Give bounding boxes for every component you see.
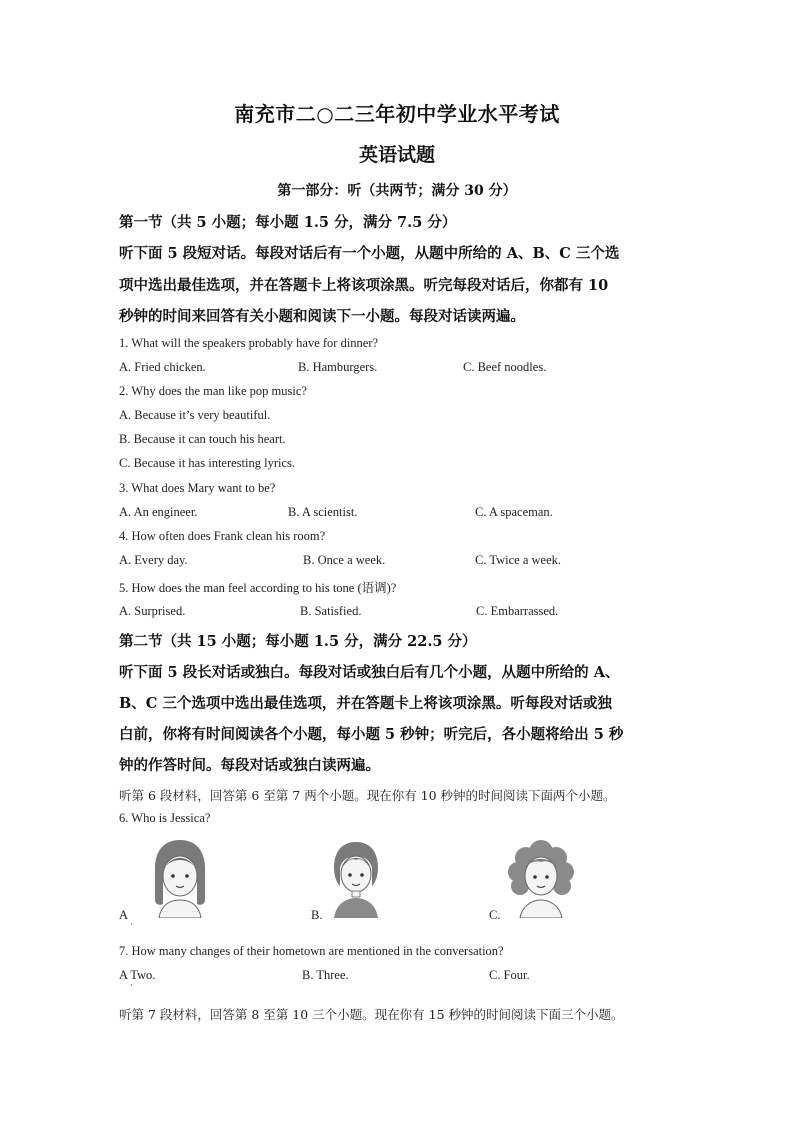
question-6-option-b: B.	[311, 908, 323, 922]
question-4-option-a: A. Every day.	[119, 553, 188, 567]
section1-instruction-line: 秒钟的时间来回答有关小题和阅读下一小题。每段对话读两遍。	[119, 308, 525, 325]
question-7-option-b: B. Three.	[302, 968, 349, 982]
option-dot: ·	[130, 980, 133, 990]
exam-subtitle: 英语试题	[358, 144, 435, 166]
question-5-option-a: A. Surprised.	[119, 604, 186, 618]
part-heading: 第一部分：听（共两节；满分 30 分）	[277, 183, 517, 199]
question-1-stem: 1. What will the speakers probably have for dinner?	[119, 336, 379, 350]
girl-long-hair-icon	[149, 838, 211, 918]
section1-instruction-line: 听下面 5 段短对话。每段对话后有一个小题，从题中所给的 A、B、C 三个选	[119, 245, 620, 262]
question-5-option-b: B. Satisfied.	[300, 604, 362, 618]
question-2-option-b: B. Because it can touch his heart.	[119, 432, 286, 446]
question-1-option-c: C. Beef noodles.	[463, 360, 547, 374]
material-7-instruction: 听第 7 段材料，回答第 8 至第 10 三个小题。现在你有 15 秒钟的时间阅读下面三个小题。	[119, 1007, 624, 1022]
question-3-option-c: C. A spaceman.	[475, 505, 553, 519]
section2-heading: 第二节（共 15 小题；每小题 1.5 分，满分 22.5 分）	[119, 633, 477, 650]
question-7-option-c: C. Four.	[489, 968, 530, 982]
exam-title: 南充市二○二三年初中学业水平考试	[234, 102, 560, 126]
question-7-option-a: A Two.	[119, 968, 156, 982]
section2-instruction-line: B、C 三个选项中选出最佳选项，并在答题卡上将该项涂黑。听每段对话或独	[119, 695, 612, 712]
question-6-option-a: A	[119, 908, 129, 922]
question-1-option-a: A. Fried chicken.	[119, 360, 206, 374]
question-2-option-a: A. Because it’s very beautiful.	[119, 408, 271, 422]
girl-short-hair-icon	[330, 838, 382, 918]
question-2-stem: 2. Why does the man like pop music?	[119, 384, 307, 398]
question-6-option-c: C.	[489, 908, 501, 922]
question-3-option-a: A. An engineer.	[119, 505, 198, 519]
question-1-option-b: B. Hamburgers.	[298, 360, 378, 374]
girl-curly-hair-icon	[508, 838, 574, 918]
section2-instruction-line: 白前，你将有时间阅读各个小题，每小题 5 秒钟；听完后，各小题将给出 5 秒	[119, 726, 624, 743]
section1-heading: 第一节（共 5 小题；每小题 1.5 分，满分 7.5 分）	[119, 214, 457, 231]
question-5-stem: 5. How does the man feel according to his tone (语调)?	[119, 581, 397, 595]
question-2-option-c: C. Because it has interesting lyrics.	[119, 456, 296, 470]
question-6-stem: 6. Who is Jessica?	[119, 811, 211, 825]
question-4-option-c: C. Twice a week.	[475, 553, 562, 567]
section2-instruction-line: 听下面 5 段长对话或独白。每段对话或独白后有几个小题，从题中所给的 A、	[119, 664, 620, 681]
section2-instruction-line: 钟的作答时间。每段对话或独白读两遍。	[119, 757, 380, 774]
question-3-stem: 3. What does Mary want to be?	[119, 481, 276, 495]
question-4-stem: 4. How often does Frank clean his room?	[119, 529, 326, 543]
material-6-instruction: 听第 6 段材料，回答第 6 至第 7 两个小题。现在你有 10 秒钟的时间阅读下面两个小题。	[119, 788, 616, 803]
question-5-option-c: C. Embarrassed.	[476, 604, 559, 618]
question-3-option-b: B. A scientist.	[288, 505, 358, 519]
option-dot: ·	[130, 919, 133, 929]
section1-instruction-line: 项中选出最佳选项，并在答题卡上将该项涂黑。听完每段对话后，你都有 10	[119, 277, 609, 294]
question-4-option-b: B. Once a week.	[303, 553, 386, 567]
question-7-stem: 7. How many changes of their hometown are mentioned in the conversation?	[119, 944, 504, 958]
